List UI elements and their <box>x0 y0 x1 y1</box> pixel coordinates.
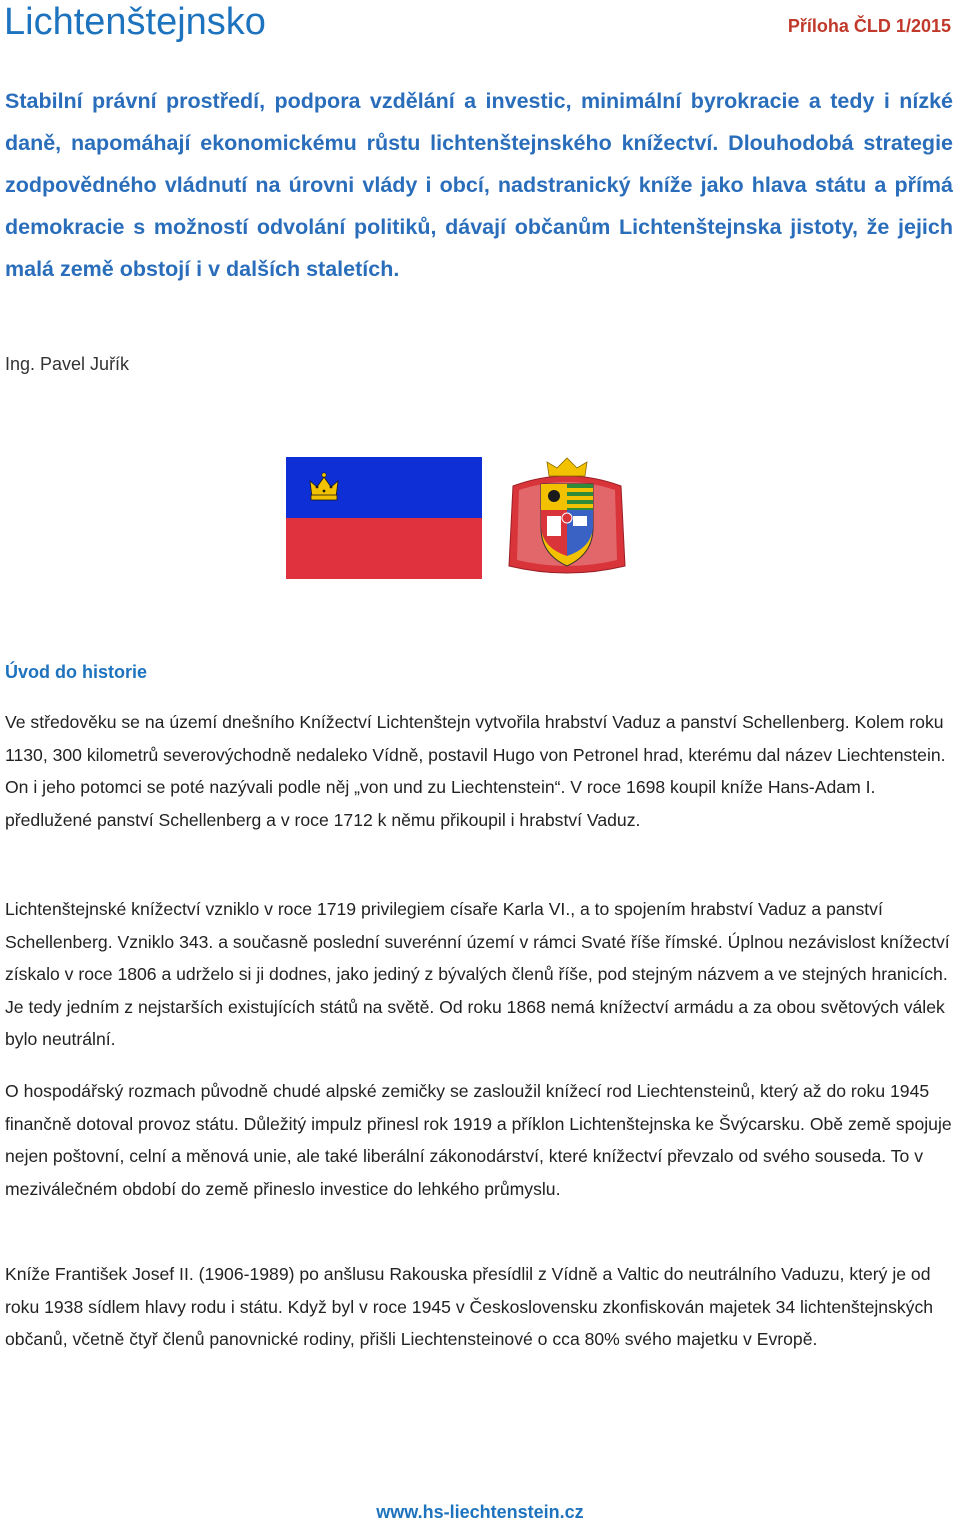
liechtenstein-flag-icon <box>286 457 482 579</box>
history-paragraph-3: O hospodářský rozmach původně chudé alpské zemičky se zasloužil knížecí rod Liechtensteinů, který až do roku 1945 finančně dotoval provoz státu. Důležitý impulz přinesl rok 1919 a příklon Lichtenštejnska ke Švýcarsku. Obě země spojuje nejen poštovní, celní a měnová unie, ale také liberální zákonodárství, které knížectví převzalo od svého souseda. To v meziválečném období do země přineslo investice do lehkého průmyslu. <box>5 1081 952 1199</box>
intro-paragraph: Stabilní právní prostředí, podpora vzdělání a investic, minimální byrokracie a tedy i nízké daně, napomáhají ekonomickému růstu lichtenštejnského knížectví. Dlouhodobá strategie zodpovědného vládnutí na úrovni vlády i obcí, nadstranický kníže jako hlava státu a přímá demokracie s možností odvolání politiků, dávají občanům Lichtenštejnska jistoty, že jejich malá země obstojí i v dalších staletích. <box>5 89 953 281</box>
author-name: Ing. Pavel Juřík <box>5 354 130 374</box>
history-paragraph-2: Lichtenštejnské knížectví vzniklo v roce 1719 privilegiem císaře Karla VI., a to spojením hrabství Vaduz a panství Schellenberg. Vzniklo 343. a současně poslední suverénní území v rámci Svaté říše římské. Úplnou nezávislost knížectví získalo v roce 1806 a udrželo si ji dodnes, jako jediný z bývalých členů říše, pod stejným názvem a ve stejných hranicích. Je tedy jedním z nejstarších existujících států na světě. Od roku 1868 nemá knížectví armádu a za obou světových válek bylo neutrální. <box>5 899 950 1049</box>
annex-label: Příloha ČLD 1/2015 <box>787 16 951 36</box>
section-heading: Úvod do historie <box>5 662 148 682</box>
history-paragraph-4: Kníže František Josef II. (1906-1989) po anšlusu Rakouska přesídlil z Vídně a Valtic do neutrálního Vaduzu, který je od roku 1938 sídlem hlavy rodu i státu. Když byl v roce 1945 v Československu zkonfiskován majetek 34 lichtenštejnských občanů, včetně čtyř členů panovnické rodiny, přišli Liechtensteinové o cca 80% svého majetku v Evropě. <box>5 1264 934 1349</box>
history-paragraph-1: Ve středověku se na území dnešního Knížectví Lichtenštejn vytvořila hrabství Vaduz a panství Schellenberg. Kolem roku 1130, 300 kilometrů severovýchodně nedaleko Vídně, postavil Hugo von Petronel hrad, kterému dal název Liechtenstein. On i jeho potomci se poté nazývali podle něj „von und zu Liechtenstein“. V roce 1698 koupil kníže Hans-Adam I. předlužené panství Schellenberg a v roce 1712 k němu přikoupil i hrabství Vaduz. <box>5 712 946 830</box>
coat-of-arms-icon <box>503 456 631 580</box>
website-link[interactable]: www.hs-liechtenstein.cz <box>376 1502 584 1522</box>
page-title: Lichtenštejnsko <box>4 1 266 43</box>
